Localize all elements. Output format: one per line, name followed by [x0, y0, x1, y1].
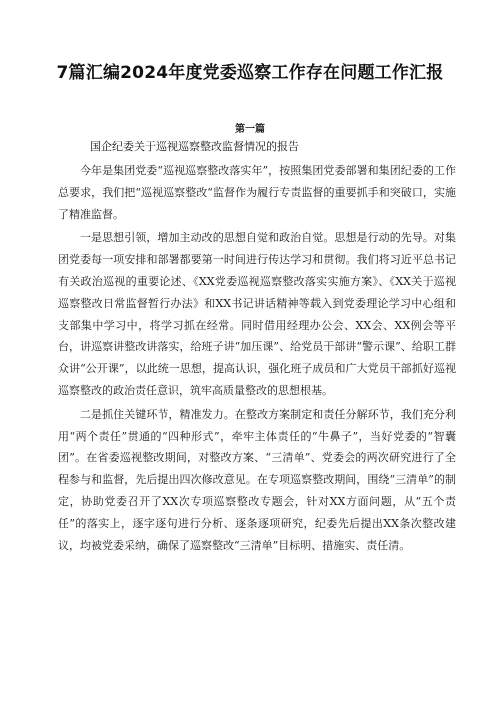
paragraph: 今年是集团党委“巡视巡察整改落实年”，按照集团党委部署和集团纪委的工作总要求，我们把“巡视巡察整改“监督作为履行专责监督的重要抓手和突破口，实施了精准监督。	[58, 164, 456, 221]
document-title: 7篇汇编2024年度党委巡察工作存在问题工作汇报	[56, 63, 444, 83]
paragraph: 一是思想引领，增加主动改的思想自觉和政治自觉。思想是行动的先导。对集团党委每一项安排和部署都要第一时间进行传达学习和贯彻。我们将习近平总书记有关政治巡视的重要论述、《XX党委巡视巡察整改落实实施方案》、《XX关于巡视巡察整改日常监督暂行办法》和XX书记讲话精神等载入到党委理论学习中心组和支部集中学习中，将学习抓在经常。同时借用经理办公会、XX会、XX例会等平台，讲巡察讲整改讲落实，给班子讲“加压课”、给党员干部讲“警示课”、给职工群众讲“公开课”，以此统一思想，提高认识，强化班子成员和广大党员干部抓好巡视巡察整改的政治责任意识，筑牢高质量整改的思想根基。	[58, 231, 456, 397]
report-title: 国企纪委关于巡视巡察整改监督情况的报告	[90, 140, 299, 153]
paragraph: 二是抓住关键环节，精准发力。在整改方案制定和责任分解环节，我们充分利用“两个责任”贯通的“四种形式”，牵牢主体责任的“牛鼻子”，当好党委的“智囊团”。在省委巡视整改期间，对整改方案、“三清单”、党委会的两次研究进行了全程参与和监督，先后提出四次修改意见。在专项巡察整改期间，围绕“三清单”的制定，协助党委召开了XX次专项巡察整改专题会，针对XX方面问题，从“五个责任”的落实上，逐字逐句进行分析、逐条逐项研究，纪委先后提出XX条次整改建议，均被党委采纳，确保了巡察整改“三清单”目标明、措施实、责任清。	[58, 407, 456, 552]
section-label: 第一篇	[235, 124, 265, 135]
document-body	[58, 160, 456, 558]
